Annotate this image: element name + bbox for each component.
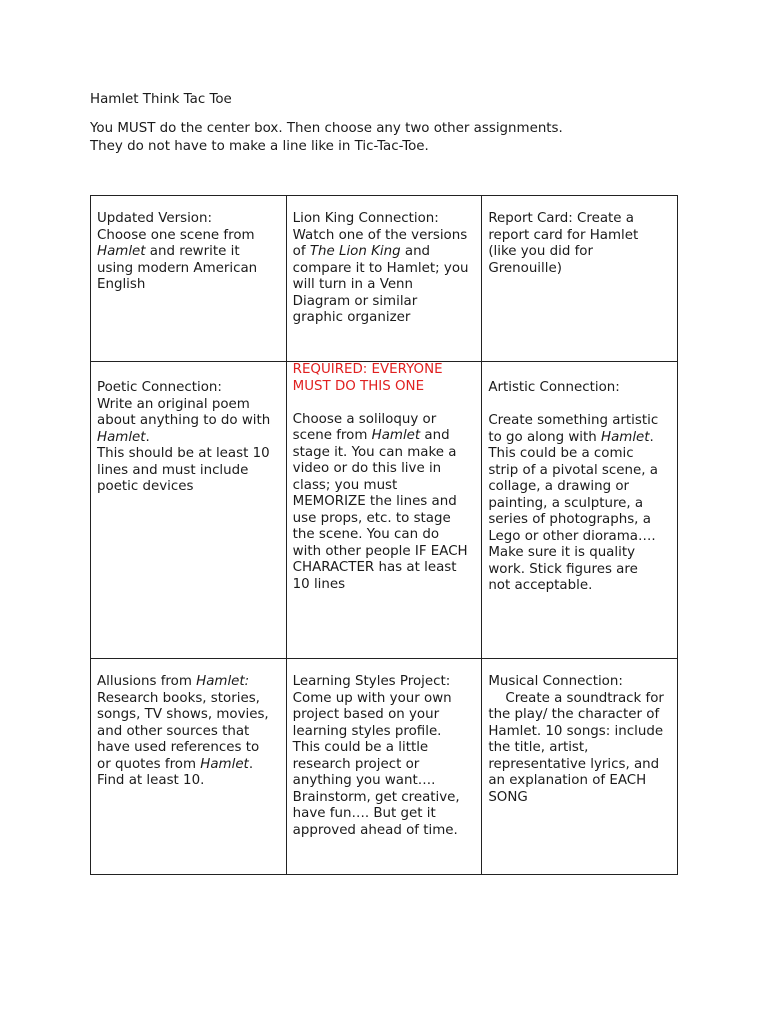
cell-text: Lego or other diorama…. <box>488 528 656 544</box>
tic-tac-toe-grid <box>90 195 678 875</box>
cell-allusions <box>91 659 287 875</box>
instructions <box>90 120 563 156</box>
cell-text: Create something artistic <box>488 413 659 428</box>
cell-text-fragment: Allusions from <box>97 674 197 689</box>
required-label: REQUIRED: EVERYONE <box>292 362 443 377</box>
cell-text-fragment: . <box>248 756 254 772</box>
cell-text: the scene. You can do <box>292 527 440 542</box>
cell-text <box>97 244 282 261</box>
cell-text: Grenouille) <box>488 260 562 276</box>
cell-text: graphic organizer <box>292 310 411 325</box>
spacer <box>488 397 673 414</box>
cell-text: Hamlet. 10 songs: include <box>488 723 664 739</box>
cell-text-fragment: scene from <box>292 428 372 443</box>
cell-heading: Lion King Connection: <box>292 211 439 226</box>
cell-text: Research books, stories, <box>97 690 260 706</box>
grid-row-3 <box>91 659 678 875</box>
page-title: Hamlet Think Tac Toe <box>90 92 232 107</box>
cell-text <box>293 428 478 445</box>
cell-updated-version <box>91 196 287 362</box>
cell-text: CHARACTER has at least <box>292 560 457 575</box>
cell-text: lines and must include <box>97 462 249 478</box>
cell-text: This could be a comic <box>488 446 634 461</box>
grid-row-2 <box>91 362 678 659</box>
italic-title: Hamlet <box>97 429 146 445</box>
cell-text: using modern American <box>97 260 258 276</box>
cell-artistic-connection <box>482 362 678 659</box>
cell-text-fragment: and <box>400 244 431 259</box>
italic-title: Hamlet <box>200 756 249 772</box>
cell-text-fragment: or quotes from <box>97 756 201 772</box>
italic-title: Hamlet: <box>196 674 250 689</box>
cell-text-fragment: to go along with <box>488 429 601 445</box>
grid-row-1 <box>91 196 678 362</box>
cell-text: use props, etc. to stage <box>292 510 451 526</box>
cell-text: Create a soundtrack for <box>488 690 664 706</box>
cell-heading: Learning Styles Project: <box>292 674 451 689</box>
cell-text: Find at least 10. <box>97 773 205 788</box>
cell-text: Choose one scene from <box>97 227 255 243</box>
spacer <box>293 395 478 412</box>
cell-text: poetic devices <box>97 479 194 494</box>
cell-text: songs, TV shows, movies, <box>97 707 269 722</box>
cell-text: anything you want…. <box>292 773 436 788</box>
cell-text: not acceptable. <box>488 578 593 593</box>
cell-text: report card for Hamlet <box>488 227 639 243</box>
cell-heading: Report Card: Create a <box>488 211 635 226</box>
cell-text-fragment: and rewrite it <box>145 244 240 259</box>
cell-text: will turn in a Venn <box>292 277 414 292</box>
cell-text: This could be a little <box>292 740 429 755</box>
cell-text: project based on your <box>292 707 440 722</box>
italic-title: The Lion King <box>309 244 401 259</box>
cell-heading: Artistic Connection: <box>488 380 620 395</box>
cell-text: video or do this live in <box>292 461 442 476</box>
cell-heading: Poetic Connection: <box>97 380 222 395</box>
cell-heading <box>97 674 282 691</box>
cell-text: and other sources that <box>97 723 250 739</box>
cell-text: about anything to do with <box>97 413 271 428</box>
cell-text: research project or <box>292 756 420 772</box>
cell-poetic-connection <box>91 362 287 659</box>
cell-text: representative lyrics, and <box>488 756 660 772</box>
italic-title: Hamlet <box>601 429 650 445</box>
cell-text: Choose a soliloquy or <box>292 411 437 427</box>
cell-text: Make sure it is quality <box>488 545 636 560</box>
cell-text: stage it. You can make a <box>292 444 457 460</box>
cell-text: class; you must <box>292 477 398 493</box>
cell-text: Diagram or similar <box>292 293 418 309</box>
cell-text <box>97 757 282 774</box>
cell-text: Watch one of the versions <box>292 227 468 243</box>
italic-title: Hamlet <box>371 428 421 443</box>
italic-title: Hamlet <box>97 244 146 259</box>
required-label: MUST DO THIS ONE <box>292 378 425 394</box>
cell-text: Come up with your own <box>292 690 452 706</box>
cell-text: the title, artist, <box>488 740 589 755</box>
cell-text: collage, a drawing or <box>488 479 630 494</box>
cell-text-fragment: . <box>145 429 150 445</box>
cell-heading: Updated Version: <box>97 211 213 226</box>
cell-text: MEMORIZE the lines and <box>292 494 457 509</box>
cell-text-fragment: and <box>420 428 450 443</box>
cell-text <box>488 430 673 447</box>
cell-text: compare it to Hamlet; you <box>292 260 469 276</box>
cell-text-fragment: . <box>649 429 654 445</box>
cell-heading: Musical Connection: <box>488 674 623 689</box>
instruction-line-2: They do not have to make a line like in Tic-Tac-Toe. <box>90 139 429 154</box>
cell-text: work. Stick figures are <box>488 561 638 577</box>
cell-report-card <box>482 196 678 362</box>
cell-text: series of photographs, a <box>488 512 651 527</box>
cell-required-center <box>286 362 482 659</box>
cell-text: painting, a sculpture, a <box>488 495 644 511</box>
cell-musical-connection <box>482 659 678 875</box>
cell-learning-styles-project <box>286 659 482 875</box>
cell-text: approved ahead of time. <box>292 822 458 838</box>
cell-text: (like you did for <box>488 244 593 259</box>
cell-text: have used references to <box>97 740 260 755</box>
cell-text-fragment: of <box>292 244 310 259</box>
cell-text: the play/ the character of <box>488 707 660 722</box>
cell-lion-king-connection <box>286 196 482 362</box>
cell-text <box>293 244 478 261</box>
cell-text: This should be at least 10 <box>97 446 270 461</box>
cell-text: an explanation of EACH <box>488 773 647 788</box>
cell-text: with other people IF EACH <box>292 543 468 559</box>
cell-text <box>97 430 282 447</box>
cell-text: SONG <box>488 789 528 805</box>
cell-text: 10 lines <box>292 576 346 592</box>
instruction-line-1: You MUST do the center box. Then choose any two other assignments. <box>90 121 563 136</box>
cell-text: learning styles profile. <box>292 723 442 739</box>
cell-text: Write an original poem <box>97 396 250 412</box>
cell-text: Brainstorm, get creative, <box>292 789 460 805</box>
cell-text: strip of a pivotal scene, a <box>488 462 658 478</box>
cell-text: English <box>97 277 146 292</box>
cell-text: have fun…. But get it <box>292 806 436 821</box>
